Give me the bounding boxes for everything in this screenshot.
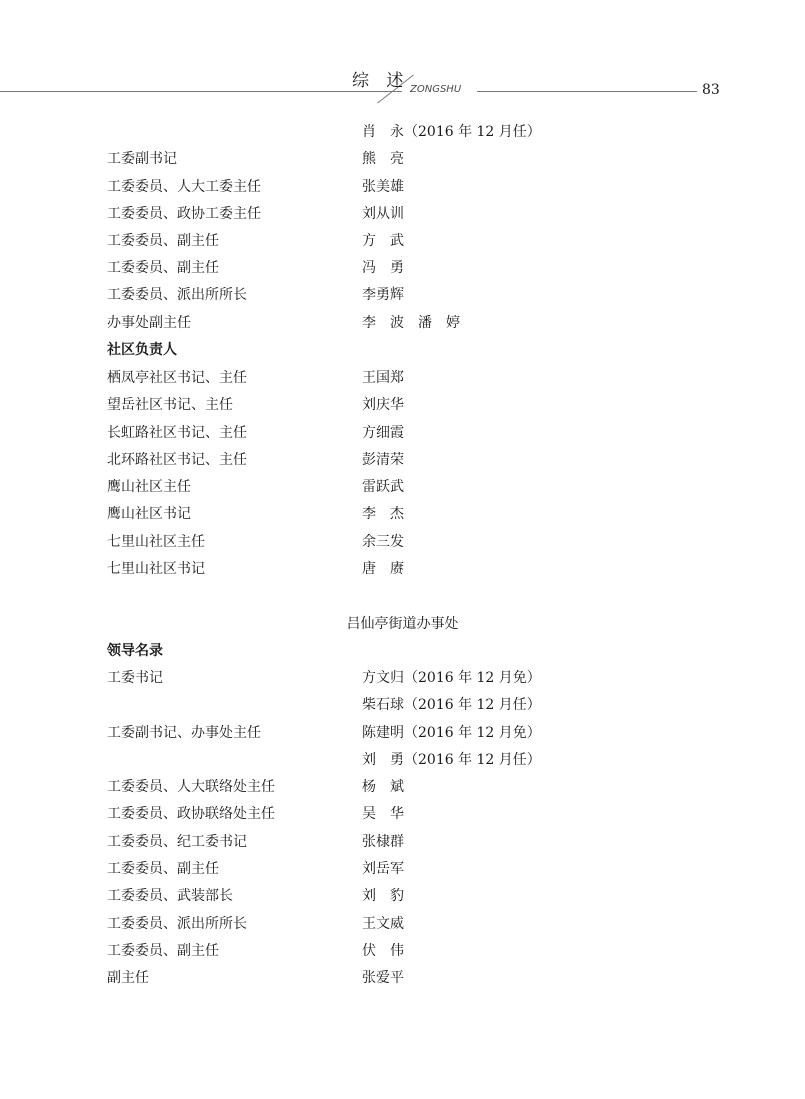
list-item [0, 475, 805, 499]
role-label: 七里山社区书记 [107, 561, 205, 577]
list-item [0, 884, 805, 908]
role-label: 工委委员、副主任 [107, 233, 219, 249]
role-label: 望岳社区书记、主任 [107, 397, 233, 413]
role-label: 栖凤亭社区书记、主任 [107, 370, 247, 386]
role-label: 工委委员、副主任 [107, 861, 219, 877]
person-name: 余三发 [362, 534, 404, 550]
role-label: 工委委员、纪工委书记 [107, 834, 247, 850]
role-label: 北环路社区书记、主任 [107, 452, 247, 468]
list-item [0, 311, 805, 335]
person-name: 方文归（2016 年 12 月免） [362, 670, 541, 686]
list-item [0, 775, 805, 799]
person-name: 刘岳军 [362, 861, 404, 877]
list-item [0, 693, 805, 717]
person-name: 张棣群 [362, 834, 404, 850]
role-label: 鹰山社区书记 [107, 506, 191, 522]
list-item [0, 748, 805, 772]
list-item [0, 830, 805, 854]
list-item [0, 912, 805, 936]
person-name: 吴 华 [362, 806, 404, 822]
list-item [0, 175, 805, 199]
list-item [0, 530, 805, 554]
person-name: 肖 永（2016 年 12 月任） [362, 124, 541, 140]
person-name: 唐 赓 [362, 561, 404, 577]
page-number: 83 [702, 82, 720, 98]
person-name: 王国郑 [362, 370, 404, 386]
person-name: 杨 斌 [362, 779, 404, 795]
community-heading: 社区负责人 [107, 342, 177, 358]
person-name: 李 杰 [362, 506, 404, 522]
role-label: 七里山社区主任 [107, 534, 205, 550]
list-item [0, 202, 805, 226]
person-name: 柴石球（2016 年 12 月任） [362, 697, 541, 713]
section-subtitle: ZONGSHU [410, 84, 462, 95]
role-label: 工委副书记、办事处主任 [107, 725, 261, 741]
role-label: 工委委员、政协工委主任 [107, 206, 261, 222]
person-name: 彭清荣 [362, 452, 404, 468]
list-item [0, 393, 805, 417]
person-name: 冯 勇 [362, 260, 404, 276]
list-item [0, 283, 805, 307]
list-item [0, 147, 805, 171]
role-label: 工委副书记 [107, 151, 177, 167]
list-item [0, 666, 805, 690]
role-label: 工委委员、人大联络处主任 [107, 779, 275, 795]
person-name: 刘 勇（2016 年 12 月任） [362, 752, 541, 768]
person-name: 雷跃武 [362, 479, 404, 495]
person-name: 张美雄 [362, 179, 404, 195]
role-label: 工委委员、人大工委主任 [107, 179, 261, 195]
list-item [0, 939, 805, 963]
person-name: 李勇辉 [362, 287, 404, 303]
list-item [0, 502, 805, 526]
role-label: 工委委员、派出所所长 [107, 287, 247, 303]
person-name: 伏 伟 [362, 943, 404, 959]
person-name: 刘从训 [362, 206, 404, 222]
list-item [0, 366, 805, 390]
person-name: 张爱平 [362, 970, 404, 986]
person-name: 陈建明（2016 年 12 月免） [362, 725, 541, 741]
person-name: 熊 亮 [362, 151, 404, 167]
role-label: 副主任 [107, 970, 149, 986]
list-item [0, 966, 805, 990]
role-label: 长虹路社区书记、主任 [107, 425, 247, 441]
role-label: 工委委员、武装部长 [107, 888, 233, 904]
list-item [0, 421, 805, 445]
list-item [0, 557, 805, 581]
role-label: 工委委员、副主任 [107, 943, 219, 959]
person-name: 刘庆华 [362, 397, 404, 413]
role-label: 工委书记 [107, 670, 163, 686]
list-item [0, 120, 805, 144]
role-label: 工委委员、副主任 [107, 260, 219, 276]
list-item [0, 256, 805, 280]
person-name: 王文威 [362, 916, 404, 932]
section-title: 综 述 [352, 71, 410, 91]
role-label: 办事处副主任 [107, 315, 191, 331]
role-label: 工委委员、政协联络处主任 [107, 806, 275, 822]
list-item [0, 802, 805, 826]
leaders-heading: 领导名录 [107, 643, 163, 659]
list-item [0, 721, 805, 745]
person-name: 刘 豹 [362, 888, 404, 904]
list-item [0, 448, 805, 472]
person-name: 李 波 潘 婷 [362, 315, 460, 331]
list-item [0, 229, 805, 253]
office-title: 吕仙亭街道办事处 [346, 616, 459, 632]
role-label: 工委委员、派出所所长 [107, 916, 247, 932]
role-label: 鹰山社区主任 [107, 479, 191, 495]
list-item [0, 857, 805, 881]
person-name: 方细霞 [362, 425, 404, 441]
person-name: 方 武 [362, 233, 404, 249]
